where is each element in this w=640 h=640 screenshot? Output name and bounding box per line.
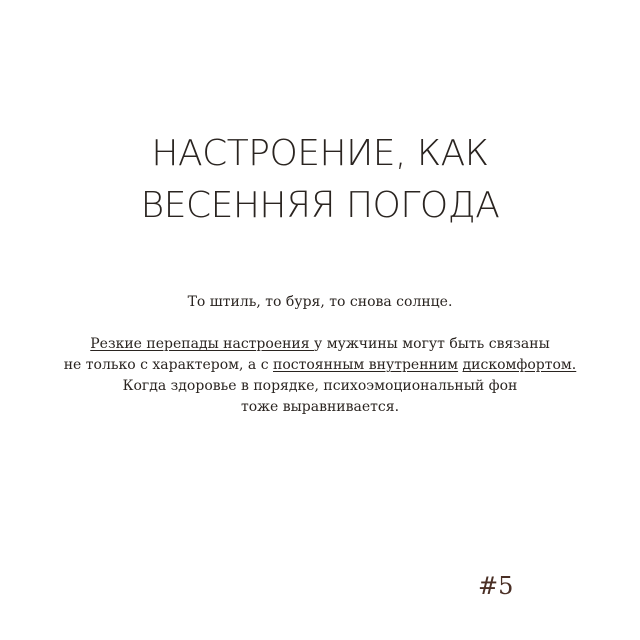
body-text: у мужчины могут быть связаны — [314, 336, 550, 352]
slide-title — [0, 128, 640, 232]
underlined-phrase: дискомфортом. — [462, 357, 577, 373]
lead-text: То штиль, то буря, то снова солнце. — [187, 294, 453, 310]
body-text: не только с характером, а с — [63, 357, 273, 373]
body-line-3: Когда здоровье в порядке, психоэмоциональный фон — [122, 378, 518, 394]
title-line-1: НАСТРОЕНИЕ, КАК — [151, 133, 489, 174]
page-number: #5 — [478, 572, 514, 600]
slide-body — [0, 292, 640, 418]
underlined-phrase: Резкие перепады настроения — [90, 336, 315, 352]
body-line-4: тоже выравнивается. — [240, 399, 400, 415]
body-line-2 — [0, 355, 640, 376]
title-line-2: ВЕСЕННЯЯ ПОГОДА — [140, 185, 500, 226]
underlined-phrase: постоянным внутренним — [273, 357, 459, 373]
body-line-1 — [0, 334, 640, 355]
